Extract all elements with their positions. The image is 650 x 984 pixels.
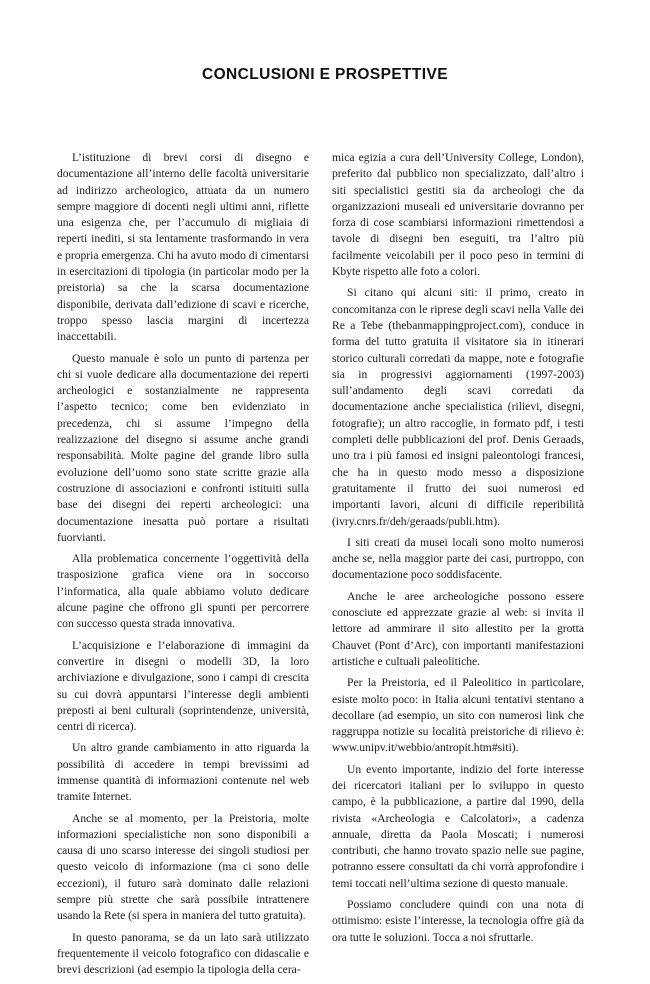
paragraph: In questo panorama, se da un lato sarà utilizzato frequentemente il veicolo fotografico con didascalie e brevi descrizioni (ad esempio la tipologia della cera- [57, 930, 309, 977]
paragraph: Possiamo concludere quindi con una nota di ottimismo: esiste l’interesse, la tecnologia offre già da ora tutte le soluzioni. Tocca a noi sfruttarle. [332, 898, 584, 944]
right-column [332, 150, 584, 951]
left-column [57, 150, 309, 984]
paragraph-continuation: mica egizia a cura dell’University College, London), preferito dal pubblico non specializzato, dall’altro i siti specialistici gestiti sia da archeologi che da organizzazioni museali ed universitarie dovranno per forza di cose scambiarsi informazioni rimettendosi a tavole di disegni ben eseguiti, tra l’altro più facilmente veicolabili per il poco peso in termini di Kbyte rispetto alle foto a colori. [332, 151, 584, 279]
paragraph: Si citano qui alcuni siti: il primo, creato in concomitanza con le riprese degli scavi nella Valle dei Re a Tebe (thebanmappingproject.com), conduce in forma del tutto gratuita il visitatore sia in itinerari storico culturali corredati da mappe, note e fotografie sia in progressivi aggiornamenti (1997-2003) sull’andamento degli scavi corredati da documentazione anche specialistica (rilievi, disegni, fotografie); un altro raccoglie, in formato pdf, i testi completi delle pubblicazioni del prof. Denis Geraads, uno tra i più famosi ed insigni paleontologi francesi, che ha in questo modo messo a disposizione gratuitamente il frutto dei suoi numerosi ed importanti lavori, alcuni di difficile reperibilità (ivry.cnrs.fr/deh/geraads/publi.htm). [332, 286, 584, 528]
paragraph: Anche le aree archeologiche possono essere conosciute ed apprezzate grazie al web: si invita il lettore ad ammirare il sito allestito per la grotta Chauvet (Pont d’Arc), con importanti manifestazioni artistiche e cultuali paleolitiche. [332, 589, 584, 668]
paragraph: Questo manuale è solo un punto di partenza per chi si vuole dedicare alla documentazione dei reperti archeologici e sostanzialmente ne rappresenta l’aspetto tecnico; come ben evidenziato in precedenza, chi si assume l’impegno della realizzazione del disegno si assume anche grandi responsabilità. Molte pagine del grande libro sulla evoluzione dell’uomo sono state scritte grazie alla costruzione di associazioni e confronti istituiti sulla base dei disegni dei reperti archeologici: una documentazione inesatta può portare a risultati fuorvianti. [57, 351, 309, 544]
paragraph: Per la Preistoria, ed il Paleolitico in particolare, esiste molto poco: in Italia alcuni tentativi stentano a decollare (ad esempio, un sito con numerosi link che raggruppa notizie su località preistoriche di rilievo è: www.unipv.it/webbio/antropit.htm#siti). [332, 676, 584, 755]
paragraph: L’acquisizione e l’elaborazione di immagini da convertire in disegni o modelli 3D, la loro archiviazione e divulgazione, sono i campi di crescita su cui dovrà appuntarsi l’interesse degli ambienti preposti ai beni culturali (soprintendenze, università, centri di ricerca). [57, 638, 309, 734]
paragraph: I siti creati da musei locali sono molto numerosi anche se, nella maggior parte dei casi, purtroppo, con documentazione poco soddisfacente. [332, 535, 584, 582]
paragraph: Un evento importante, indizio del forte interesse dei ricercatori italiani per lo sviluppo in questo campo, è la pubblicazione, a partire dal 1990, della rivista «Archeologia e Calcolatori», a cadenza annuale, diretta da Paola Moscati; i numerosi contributi, che hanno trovato spazio nelle sue pagine, potranno essere consultati da chi vorrà approfondire i temi toccati nell’ultima sezione di questo manuale. [332, 762, 584, 890]
paragraph: Anche se al momento, per la Preistoria, molte informazioni specialistiche non sono disponibili a causa di uno scarso interesse dei singoli studiosi per questo veicolo di informazione (ma ci sono delle eccezioni), il futuro sarà dominato dalle relazioni sempre più strette che sarà possibile intrattenere usando la Rete (si spera in maniera del tutto gratuita). [57, 811, 309, 923]
page-title: CONCLUSIONI E PROSPETTIVE [202, 66, 448, 83]
paragraph: Un altro grande cambiamento in atto riguarda la possibilità di accedere in tempi brevissimi ad immense quantità di informazioni contenute nel web tramite Internet. [57, 741, 309, 804]
paragraph: Alla problematica concernente l’oggettività della trasposizione grafica viene ora in soccorso l’informatica, alla quale abbiamo voluto dedicare alcune pagine che offrono gli spunti per percorrere con successo questa strada innovativa. [57, 552, 309, 631]
paragraph: L’istituzione di brevi corsi di disegno e documentazione all’interno delle facoltà universitarie ad indirizzo archeologico, attuata da un numero sempre maggiore di docenti negli ultimi anni, riflette una esigenza che, per l’accumulo di migliaia di reperti inediti, si sta lentamente trasformando in vera e propria emergenza. Chi ha avuto modo di cimentarsi in esercitazioni di tipologia (in particolar modo per la preistoria) sa che la scarsa documentazione disponibile, derivata dall’edizione di scavi e ricerche, troppo spesso lascia margini di incertezza inaccettabili. [57, 151, 309, 344]
